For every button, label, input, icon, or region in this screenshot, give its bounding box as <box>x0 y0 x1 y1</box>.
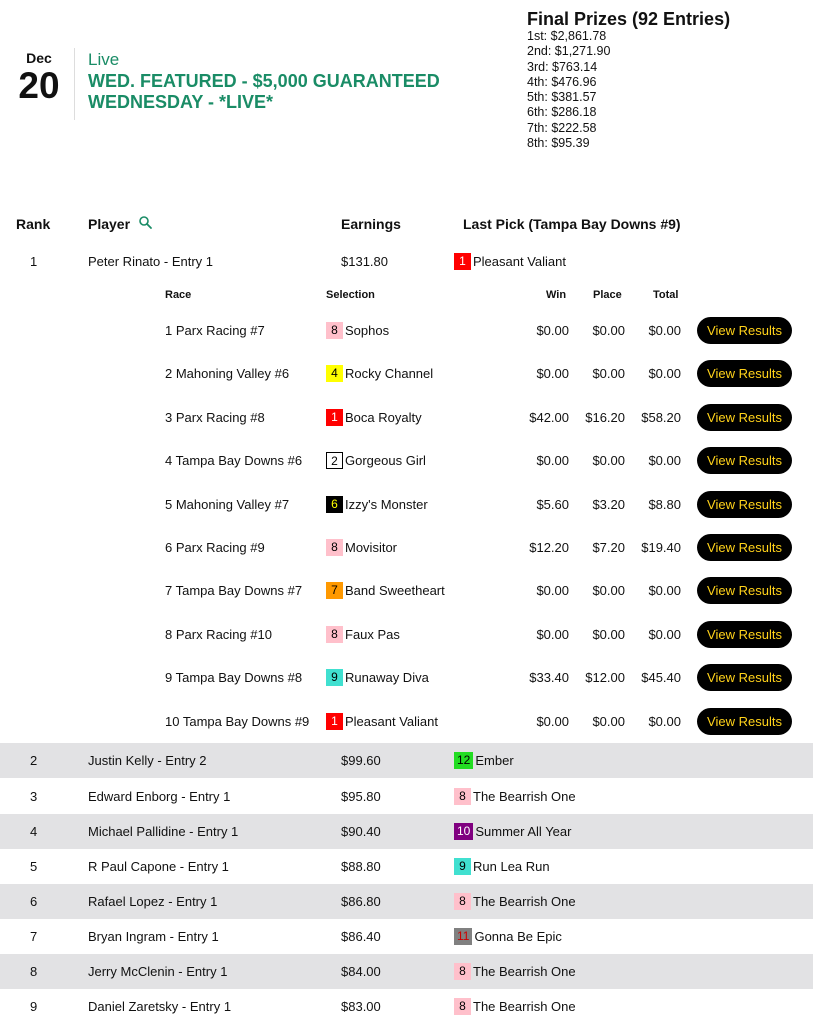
total-amount: $45.40 <box>641 670 681 686</box>
event-month: Dec <box>26 50 52 66</box>
race-selection <box>326 626 400 643</box>
view-results-button[interactable]: View Results <box>697 664 792 691</box>
total-amount: $0.00 <box>648 713 681 729</box>
win-amount: $0.00 <box>536 453 569 469</box>
selection-horse-name: Pleasant Valiant <box>345 713 438 729</box>
pick-horse-name: The Bearrish One <box>473 789 576 804</box>
event-day: 20 <box>18 65 60 106</box>
player-row[interactable] <box>0 919 813 954</box>
player-rank: 3 <box>30 789 38 804</box>
total-amount: $0.00 <box>648 453 681 469</box>
total-amount: $8.80 <box>648 496 681 512</box>
post-position-badge: 8 <box>454 998 471 1015</box>
total-amount: $0.00 <box>648 366 681 382</box>
selection-horse-name: Band Sweetheart <box>345 583 445 599</box>
race-row <box>0 491 813 519</box>
player-earnings: $95.80 <box>341 789 381 804</box>
player-name[interactable]: Bryan Ingram - Entry 1 <box>88 929 219 944</box>
post-position-badge: 11 <box>454 928 472 945</box>
post-position-badge: 8 <box>454 963 471 980</box>
pick-horse-name: The Bearrish One <box>473 894 576 909</box>
last-pick <box>454 893 576 910</box>
pick-horse-name: Summer All Year <box>475 824 572 839</box>
race-row <box>0 621 813 649</box>
race-selection <box>326 582 445 599</box>
race-selection <box>326 496 428 513</box>
selection-horse-name: Rocky Channel <box>345 366 434 382</box>
player-row[interactable] <box>0 248 813 276</box>
selection-horse-name: Runaway Diva <box>345 670 429 686</box>
player-earnings: $131.80 <box>341 254 388 269</box>
win-amount: $33.40 <box>529 670 569 686</box>
total-amount: $0.00 <box>648 626 681 642</box>
total-amount: $0.00 <box>648 323 681 338</box>
player-name[interactable]: Edward Enborg - Entry 1 <box>88 789 231 804</box>
prize-line: 8th: $95.39 <box>527 136 590 151</box>
player-rank: 1 <box>30 254 38 269</box>
player-name[interactable]: Michael Pallidine - Entry 1 <box>88 824 239 839</box>
race-name: 10 Tampa Bay Downs #9 <box>165 713 310 729</box>
place-amount: $0.00 <box>592 453 625 469</box>
view-results-button[interactable]: View Results <box>697 621 792 648</box>
race-row <box>0 577 813 605</box>
last-pick <box>454 928 562 945</box>
place-amount: $0.00 <box>592 323 625 338</box>
player-rank: 5 <box>30 859 38 874</box>
player-earnings: $88.80 <box>341 859 381 874</box>
pick-horse-name: Pleasant Valiant <box>473 254 566 269</box>
race-name: 2 Mahoning Valley #6 <box>165 366 290 382</box>
race-name: 8 Parx Racing #10 <box>165 626 272 642</box>
last-pick <box>454 858 550 875</box>
player-rank: 2 <box>30 753 38 768</box>
place-amount: $7.20 <box>592 540 625 555</box>
place-amount: $0.00 <box>592 626 625 642</box>
race-selection <box>326 669 429 686</box>
pick-horse-name: The Bearrish One <box>473 999 576 1014</box>
prize-line: 4th: $476.96 <box>527 74 597 89</box>
last-pick <box>454 823 571 840</box>
event-status: Live <box>88 50 120 69</box>
race-name: 1 Parx Racing #7 <box>165 323 265 338</box>
race-name: 6 Parx Racing #9 <box>165 540 265 555</box>
win-amount: $12.20 <box>529 540 569 555</box>
win-amount: $42.00 <box>529 409 569 425</box>
place-amount: $0.00 <box>592 583 625 599</box>
race-selection <box>326 452 426 469</box>
player-name[interactable]: Daniel Zaretsky - Entry 1 <box>88 999 232 1014</box>
prize-line: 2nd: $1,271.90 <box>527 44 611 59</box>
prize-heading: Final Prizes (92 Entries) <box>527 9 731 29</box>
total-header: Total <box>653 289 679 301</box>
post-position-badge: 4 <box>326 365 343 382</box>
race-header: Race <box>165 289 192 301</box>
post-position-badge: 6 <box>326 496 343 513</box>
post-position-badge: 7 <box>326 582 343 599</box>
prize-line: 5th: $381.57 <box>527 90 597 105</box>
win-amount: $0.00 <box>536 583 569 599</box>
player-name[interactable]: Justin Kelly - Entry 2 <box>88 753 207 768</box>
place-amount: $16.20 <box>585 409 625 425</box>
player-earnings: $83.00 <box>341 999 381 1014</box>
selection-horse-name: Boca Royalty <box>345 409 422 425</box>
last-pick <box>454 963 576 980</box>
player-name[interactable]: Peter Rinato - Entry 1 <box>88 254 213 269</box>
player-name[interactable]: R Paul Capone - Entry 1 <box>88 859 229 874</box>
place-amount: $0.00 <box>592 713 625 729</box>
post-position-badge: 8 <box>326 539 343 556</box>
event-date <box>16 50 62 104</box>
player-name[interactable]: Rafael Lopez - Entry 1 <box>88 894 218 909</box>
rank-header: Rank <box>16 216 51 232</box>
post-position-badge: 1 <box>454 253 471 270</box>
view-results-button[interactable]: View Results <box>697 360 792 387</box>
prize-line: 1st: $2,861.78 <box>527 29 607 43</box>
race-selection <box>326 409 422 426</box>
post-position-badge: 9 <box>454 858 471 875</box>
view-results-button[interactable]: View Results <box>697 534 792 561</box>
header-divider <box>74 48 75 120</box>
last-pick <box>454 998 576 1015</box>
player-rank: 9 <box>30 999 38 1014</box>
place-amount: $12.00 <box>585 670 625 686</box>
selection-horse-name: Faux Pas <box>345 626 400 642</box>
race-row <box>0 360 813 388</box>
post-position-badge: 2 <box>326 452 343 469</box>
player-name[interactable]: Jerry McClenin - Entry 1 <box>88 964 228 979</box>
total-amount: $0.00 <box>648 583 681 599</box>
win-amount: $0.00 <box>536 323 569 338</box>
view-results-button[interactable]: View Results <box>697 447 792 474</box>
earnings-header: Earnings <box>341 216 401 232</box>
last-pick-header: Last Pick (Tampa Bay Downs #9) <box>463 216 681 232</box>
win-amount: $0.00 <box>536 626 569 642</box>
player-rank: 6 <box>30 894 38 909</box>
last-pick <box>454 253 566 270</box>
race-row <box>0 534 813 562</box>
player-row[interactable] <box>0 954 813 989</box>
player-earnings: $86.80 <box>341 894 381 909</box>
last-pick <box>454 788 576 805</box>
pick-horse-name: Gonna Be Epic <box>474 929 562 944</box>
post-position-badge: 12 <box>454 752 473 769</box>
post-position-badge: 1 <box>326 713 343 730</box>
prize-line: 6th: $286.18 <box>527 105 597 120</box>
player-earnings: $90.40 <box>341 824 381 839</box>
race-selection <box>326 539 397 556</box>
selection-horse-name: Movisitor <box>345 540 398 555</box>
player-row[interactable] <box>0 779 813 814</box>
place-amount: $0.00 <box>592 366 625 382</box>
post-position-badge: 10 <box>454 823 473 840</box>
prize-panel <box>527 9 807 151</box>
race-selection <box>326 713 438 730</box>
prize-line: 7th: $222.58 <box>527 120 597 135</box>
player-rank: 7 <box>30 929 38 944</box>
race-row <box>0 664 813 692</box>
player-row[interactable] <box>0 884 813 919</box>
selection-horse-name: Izzy's Monster <box>345 496 428 512</box>
pick-horse-name: Ember <box>475 753 514 768</box>
pick-horse-name: Run Lea Run <box>473 859 550 874</box>
view-results-button[interactable]: View Results <box>697 577 792 604</box>
race-selection <box>326 365 433 382</box>
post-position-badge: 9 <box>326 669 343 686</box>
race-row <box>0 708 813 736</box>
player-rank: 8 <box>30 964 38 979</box>
view-results-button[interactable]: View Results <box>697 317 792 344</box>
post-position-badge: 8 <box>454 893 471 910</box>
player-rank: 4 <box>30 824 38 839</box>
player-row[interactable] <box>0 849 813 884</box>
win-header: Win <box>546 289 567 301</box>
pick-horse-name: The Bearrish One <box>473 964 576 979</box>
place-header: Place <box>593 289 622 301</box>
player-row[interactable] <box>0 814 813 849</box>
win-amount: $0.00 <box>536 713 569 729</box>
view-results-button[interactable]: View Results <box>697 708 792 735</box>
player-earnings: $99.60 <box>341 753 381 768</box>
race-name: 3 Parx Racing #8 <box>165 409 265 425</box>
race-name: 9 Tampa Bay Downs #8 <box>165 670 303 686</box>
last-pick <box>454 752 514 769</box>
selection-header: Selection <box>326 289 375 301</box>
search-icon[interactable] <box>138 215 154 231</box>
post-position-badge: 1 <box>326 409 343 426</box>
selection-horse-name: Sophos <box>345 323 390 338</box>
player-earnings: $86.40 <box>341 929 381 944</box>
total-amount: $58.20 <box>641 409 681 425</box>
event-title-block <box>88 50 508 113</box>
post-position-badge: 8 <box>326 626 343 643</box>
race-name: 4 Tampa Bay Downs #6 <box>165 453 303 469</box>
prize-line: 3rd: $763.14 <box>527 59 598 74</box>
total-amount: $19.40 <box>641 540 681 555</box>
view-results-button[interactable]: View Results <box>697 404 792 431</box>
post-position-badge: 8 <box>454 788 471 805</box>
race-row <box>0 317 813 345</box>
event-title: WED. FEATURED - $5,000 GUARANTEED WEDNESDAY - *LIVE* <box>88 71 440 112</box>
win-amount: $0.00 <box>536 366 569 382</box>
view-results-button[interactable]: View Results <box>697 491 792 518</box>
race-row <box>0 404 813 432</box>
selection-horse-name: Gorgeous Girl <box>345 453 426 469</box>
player-earnings: $84.00 <box>341 964 381 979</box>
race-row <box>0 447 813 475</box>
player-row[interactable] <box>0 989 813 1023</box>
player-header: Player <box>88 216 131 232</box>
win-amount: $5.60 <box>536 496 569 512</box>
post-position-badge: 8 <box>326 322 343 339</box>
race-name: 5 Mahoning Valley #7 <box>165 496 290 512</box>
place-amount: $3.20 <box>592 496 625 512</box>
race-selection <box>326 322 389 339</box>
player-row[interactable] <box>0 743 813 778</box>
race-name: 7 Tampa Bay Downs #7 <box>165 583 303 599</box>
